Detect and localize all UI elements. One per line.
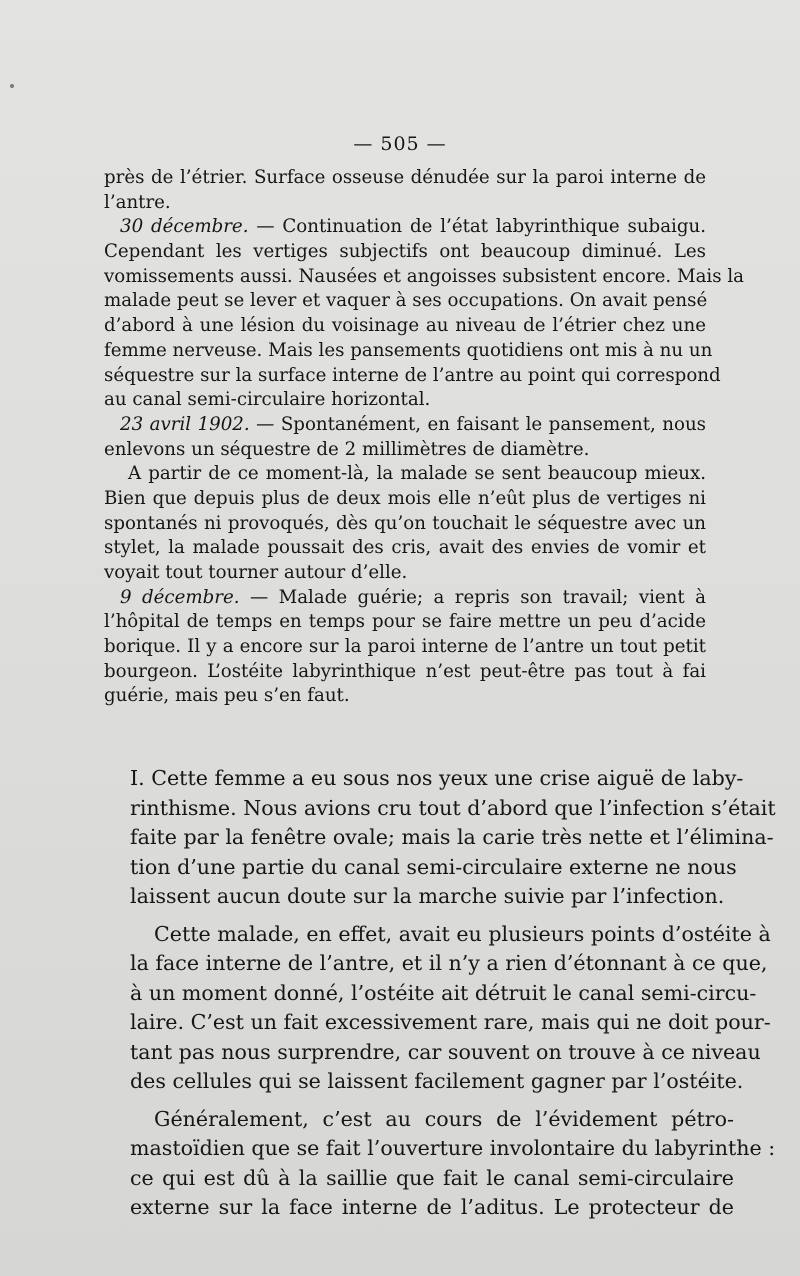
discussion [130,764,776,1223]
entry-text: — Continuation de l’état labyrinthique subaigu. [248,216,706,238]
text-line: à un moment donné, l’ostéite ait détruit le canal semi-circu- [130,980,757,1005]
text-line: I. Cette femme a eu sous nos yeux une crise aiguë de laby- [130,766,744,790]
text-line: enlevons un séquestre de 2 millimètres de diamètre. [104,438,590,460]
text-line: spontanés ni provoqués, dès qu’on touchait le séquestre avec un [104,512,706,534]
text-line: ce qui est dû à la saillie que fait le canal semi-circulaire [130,1165,734,1190]
text-line: malade peut se lever et vaquer à ses occupations. On avait pensé [104,290,708,312]
text-line: A partir de ce moment-là, la malade se sent beaucoup mieux. [128,463,706,485]
text-line [104,215,706,240]
text-line: tion d’une partie du canal semi-circulaire externe ne nous [130,854,737,879]
entry-date: 9 décembre. [120,586,240,608]
case-notes [104,166,745,709]
text-line: femme nerveuse. Mais les pansements quotidiens ont mis à nu un [104,339,713,361]
text-line: Bien que depuis plus de deux mois elle n’eût plus de vertiges ni [104,487,706,509]
text-line: séquestre sur la surface interne de l’antre au point qui correspond [104,364,721,386]
text-line: bourgeon. L’ostéite labyrinthique n’est peut-être pas tout à fai [104,660,706,682]
text-line: rinthisme. Nous avions cru tout d’abord que l’infection s’était [130,795,776,820]
text-line: d’abord à une lésion du voisinage au niveau de l’étrier chez une [104,315,706,337]
text-line: borique. Il y a encore sur la paroi interne de l’antre un tout petit [104,636,706,658]
entry-date: 30 décembre. [120,216,249,238]
text-line: des cellules qui se laissent facilement gagner par l’ostéite. [130,1069,744,1093]
text-line: la face interne de l’antre, et il n’y a rien d’étonnant à ce que, [130,951,768,975]
text-line: faite par la fenêtre ovale; mais la carie très nette et l’élimina- [130,825,774,849]
page-number: — 505 — [353,133,447,155]
entry-text: — Malade guérie; a repris son travail; vient à [239,586,706,608]
text-line: au canal semi-circulaire horizontal. [104,389,431,411]
text-line [104,586,706,611]
text-line: vomissements aussi. Nausées et angoisses subsistent encore. Mais la [104,265,745,287]
text-line: Cependant les vertiges subjectifs ont beaucoup diminué. Les [104,241,706,263]
paper-speck [10,84,14,88]
text-line: près de l’étrier. Surface osseuse dénudée sur la paroi interne de [104,167,706,188]
text-line: laire. C’est un fait excessivement rare, mais qui ne doit pour- [130,1010,771,1034]
text-line: stylet, la malade poussait des cris, avait des envies de vomir et [104,537,706,559]
text-line: l’hôpital de temps en temps pour se faire mettre un peu d’acide [104,611,706,633]
text-line: Généralement, c’est au cours de l’évidement pétro- [154,1106,734,1131]
text-line: laissent aucun doute sur la marche suivie par l’infection. [130,884,725,908]
entry-date: 23 avril 1902. [120,413,250,435]
text-line: voyait tout tourner autour d’elle. [104,562,408,583]
text-line: guérie, mais peu s’en faut. [104,685,350,707]
entry-text: — Spontanément, en faisant le pansement, nous [249,413,706,435]
text-line [104,413,706,438]
text-line: Cette malade, en effet, avait eu plusieurs points d’ostéite à [154,921,771,946]
text-line: tant pas nous surprendre, car souvent on trouve à ce niveau [130,1039,761,1064]
text-line: externe sur la face interne de l’aditus. Le protecteur de [130,1195,734,1219]
text-line: l’antre. [104,191,171,213]
text-line: mastoïdien que se fait l’ouverture involontaire du labyrinthe : [130,1136,776,1160]
